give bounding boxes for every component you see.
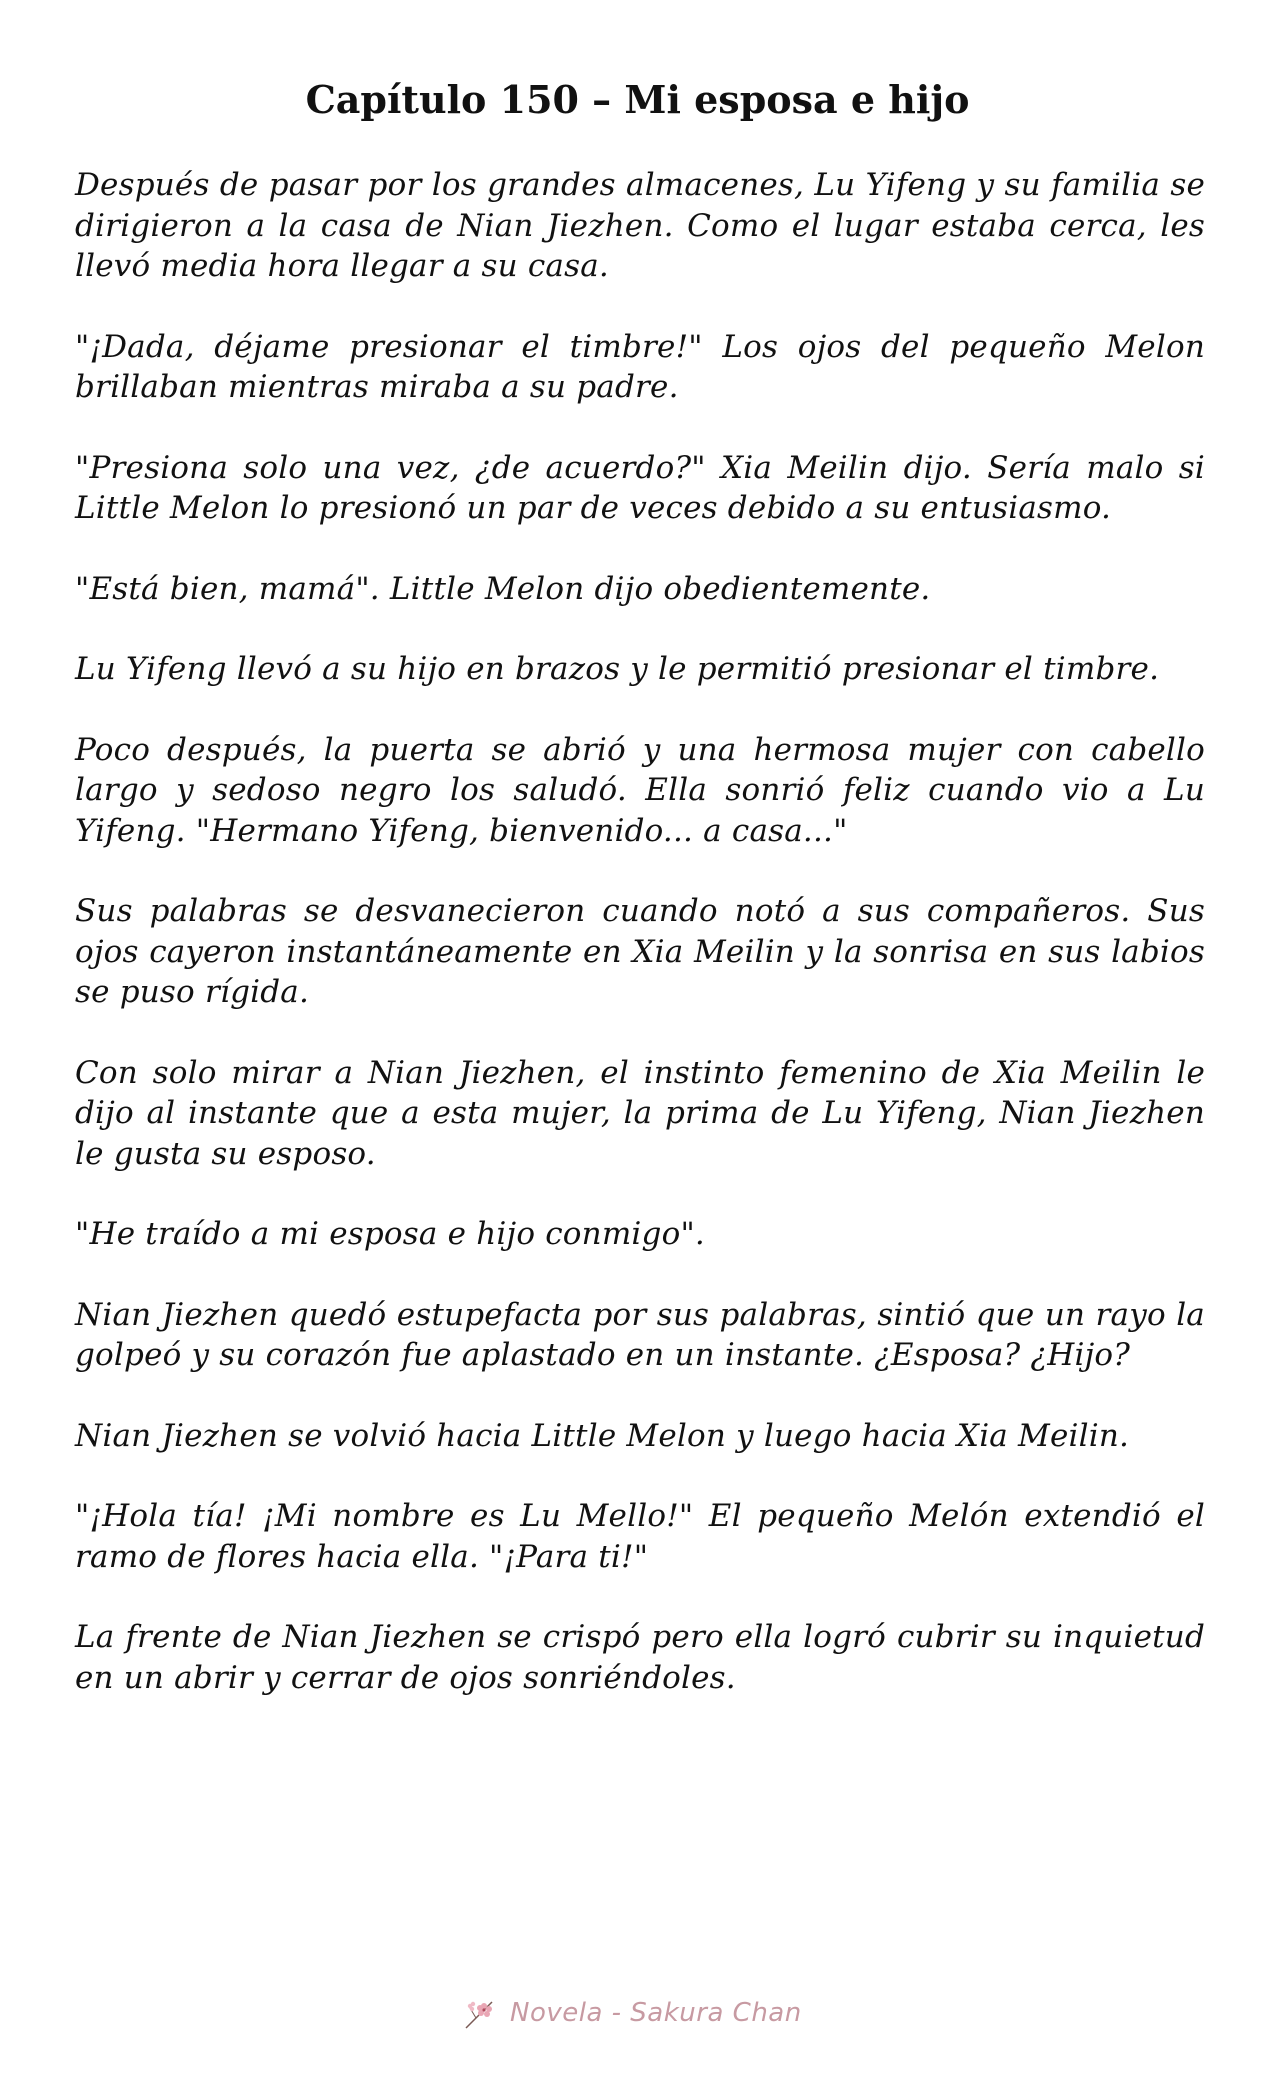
paragraph: Nian Jiezhen se volvió hacia Little Melon y luego hacia Xia Meilin.	[75, 1417, 1130, 1454]
paragraph: Después de pasar por los grandes almacenes, Lu Yifeng y su familia se dirigieron a la casa de Nian Jiezhen. Como el lugar estaba cerca, les llevó media hora llegar a su casa.	[75, 167, 1205, 284]
paragraph: "He traído a mi esposa e hijo conmigo".	[75, 1216, 705, 1252]
paragraph: La frente de Nian Jiezhen se crispó pero ella logró cubrir su inquietud en un abrir y cerrar de ojos sonriéndoles.	[75, 1619, 1205, 1696]
paragraph: "¡Dada, déjame presionar el timbre!" Los ojos del pequeño Melon brillaban mientras miraba a su padre.	[75, 328, 1205, 405]
watermark-footer	[462, 1990, 832, 2036]
chapter-body	[75, 165, 1205, 1738]
paragraph: "Está bien, mamá". Little Melon dijo obedientemente.	[75, 570, 931, 607]
paragraph: Sus palabras se desvanecieron cuando notó a sus compañeros. Sus ojos cayeron instantáneamente en Xia Meilin y la sonrisa en sus labios se puso rígida.	[75, 893, 1205, 1010]
paragraph: Poco después, la puerta se abrió y una hermosa mujer con cabello largo y sedoso negro los saludó. Ella sonrió feliz cuando vio a Lu Yifeng. "Hermano Yifeng, bienvenido... a casa..."	[75, 731, 1205, 849]
paragraph: Con solo mirar a Nian Jiezhen, el instinto femenino de Xia Meilin le dijo al instante que a esta mujer, la prima de Lu Yifeng, Nian Jiezhen le gusta su esposo.	[75, 1054, 1205, 1172]
sakura-blossom-icon	[462, 1994, 500, 2032]
paragraph: Lu Yifeng llevó a su hijo en brazos y le permitió presionar el timbre.	[75, 651, 1160, 687]
paragraph: Nian Jiezhen quedó estupefacta por sus palabras, sintió que un rayo la golpeó y su corazón fue aplastado en un instante. ¿Esposa? ¿Hijo?	[75, 1296, 1205, 1373]
watermark-text: Novela - Sakura Chan	[510, 1998, 802, 2028]
chapter-title: Capítulo 150 – Mi esposa e hijo	[305, 77, 970, 122]
paragraph: "¡Hola tía! ¡Mi nombre es Lu Mello!" El pequeño Melón extendió el ramo de flores hacia ella. "¡Para ti!"	[75, 1498, 1205, 1575]
paragraph: "Presiona solo una vez, ¿de acuerdo?" Xia Meilin dijo. Sería malo si Little Melon lo presionó un par de veces debido a su entusiasmo.	[75, 449, 1205, 526]
